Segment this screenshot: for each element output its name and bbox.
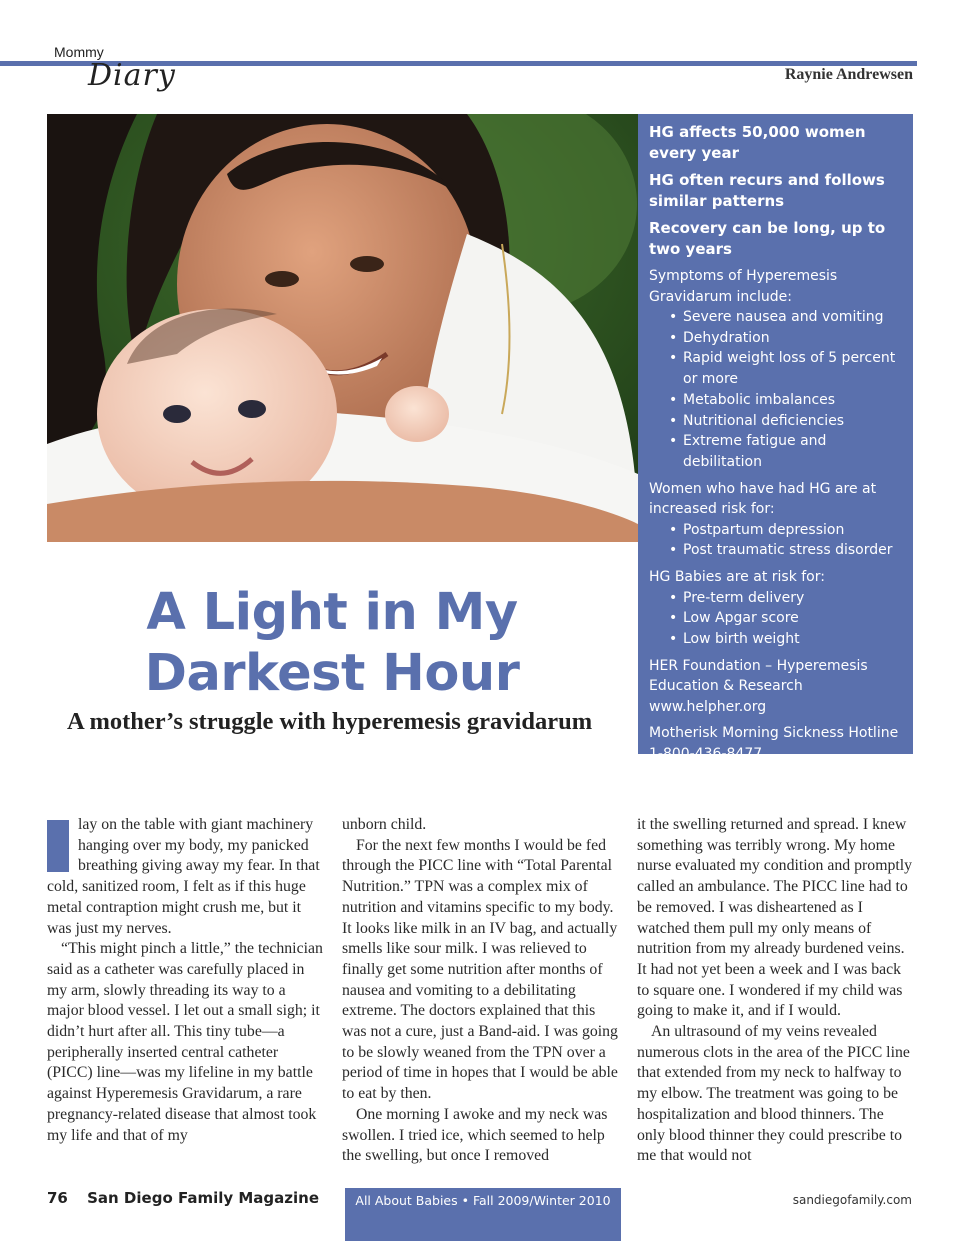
babies-risk-list xyxy=(649,588,903,650)
drop-cap-bar xyxy=(47,820,69,872)
page-number: 76 xyxy=(47,1189,68,1207)
list-item: • Postpartum depression xyxy=(669,520,903,541)
body-paragraph: An ultrasound of my veins revealed numerous clots in the area of the PICC line that extended from my neck to halfway to my elbow. The treatment was going to be hospitalization and blood thinners. The only blood thinner they could prescribe to me that would not xyxy=(637,1023,910,1165)
risk-list xyxy=(649,520,903,561)
hg-facts-sidebar xyxy=(638,114,913,762)
list-item: • Post traumatic stress disorder xyxy=(669,540,903,561)
section-label-small: Mommy xyxy=(54,44,104,60)
mother-and-baby-photo xyxy=(47,114,638,542)
body-paragraph: it the swelling returned and spread. I knew something was terribly wrong. My home nurse evaluated my condition and promptly called an ambulance. The PICC line had to be removed. I was disheartened as I watched them pull my only means of nutrition from my already burdened veins. It had not yet been a week and I was back to square one. I wondered if my child was going to make it, and if I would. xyxy=(637,816,913,1020)
list-item: • Low birth weight xyxy=(669,629,903,650)
body-paragraph: For the next few months I would be fed through the PICC line with “Total Parental Nutrition.” TPN was a complex mix of nutrition and vitamins specific to my body. It looks like milk in an IV bag, and actually smells like sour milk. I was relieved to finally get some nutrition after months of nausea and vomiting to a debilitating extreme. The doctors explained that this was not a cure, just a Band-aid. I was going to be slowly weaned from the TPN over a period of time in hopes that I would be able to eat by then. xyxy=(342,836,618,1103)
section-label-script: Diary xyxy=(88,58,176,93)
symptoms-heading: Symptoms of Hyperemesis Gravidarum include: xyxy=(649,268,838,305)
foundation-section xyxy=(649,656,903,718)
risk-section xyxy=(649,479,903,561)
risk-heading: Women who have had HG are at increased risk for: xyxy=(649,480,877,518)
hotline-phone: 1-800-436-8477 xyxy=(649,745,763,762)
page-footer-left xyxy=(47,1189,319,1207)
babies-heading: HG Babies are at risk for: xyxy=(649,569,825,586)
body-paragraph: One morning I awoke and my neck was swollen. I tried ice, which seemed to help the swelling, but once I removed xyxy=(342,1105,608,1165)
article-column-2 xyxy=(342,815,620,1167)
article-column-1 xyxy=(47,815,325,1146)
list-item: • Rapid weight loss of 5 percent or more xyxy=(669,348,903,389)
list-item: • Dehydration xyxy=(669,328,903,349)
fact-item: HG often recurs and follows similar patterns xyxy=(649,171,885,210)
website-link[interactable]: sandiegofamily.com xyxy=(792,1193,912,1207)
magazine-name: San Diego Family Magazine xyxy=(87,1189,320,1207)
article-subtitle: A mother’s struggle with hyperemesis gravidarum xyxy=(67,708,593,735)
babies-section xyxy=(649,567,903,650)
symptoms-list xyxy=(649,307,903,473)
list-item: • Severe nausea and vomiting xyxy=(669,307,903,328)
body-paragraph: unborn child. xyxy=(342,816,427,833)
article-title-line: Darkest Hour xyxy=(144,644,520,703)
hotline-section xyxy=(649,723,903,764)
author-byline: Raynie Andrewsen xyxy=(784,66,913,83)
body-paragraph: lay on the table with giant machinery hanging over my body, my panicked breathing giving away my fear. In that cold, sanitized room, I felt as if this huge metal contraption might crush me, but it was just my nerves. xyxy=(47,816,320,937)
article-title-line: A Light in My xyxy=(146,583,518,642)
article-title xyxy=(47,582,617,704)
list-item: • Pre-term delivery xyxy=(669,588,903,609)
fact-item: Recovery can be long, up to two years xyxy=(649,219,886,258)
body-paragraph: “This might pinch a little,” the technician said as a catheter was carefully placed in my arm, slowly threading its way to a major blood vessel. I let out a small sigh; it didn’t hurt after all. This tiny tube—a peripherally inserted central catheter (PICC) line—was my lifeline in my battle against Hyperemesis Gravidarum, a rare pregnancy-related disease that almost took my life and that of my xyxy=(47,940,323,1144)
foundation-name: HER Foundation – Hyperemesis Education & Research xyxy=(649,657,868,695)
symptoms-section xyxy=(649,266,903,473)
issue-label: All About Babies • Fall 2009/Winter 2010 xyxy=(345,1188,621,1241)
list-item: • Low Apgar score xyxy=(669,608,903,629)
hotline-name: Motherisk Morning Sickness Hotline xyxy=(649,725,899,742)
article-column-3 xyxy=(637,815,915,1167)
fact-item: HG affects 50,000 women every year xyxy=(649,123,866,162)
photo-illustration xyxy=(47,114,638,542)
list-item: • Metabolic imbalances xyxy=(669,390,903,411)
foundation-url[interactable]: www.helpher.org xyxy=(649,698,767,715)
list-item: • Extreme fatigue and debilitation xyxy=(669,431,903,472)
list-item: • Nutritional deficiencies xyxy=(669,411,903,432)
